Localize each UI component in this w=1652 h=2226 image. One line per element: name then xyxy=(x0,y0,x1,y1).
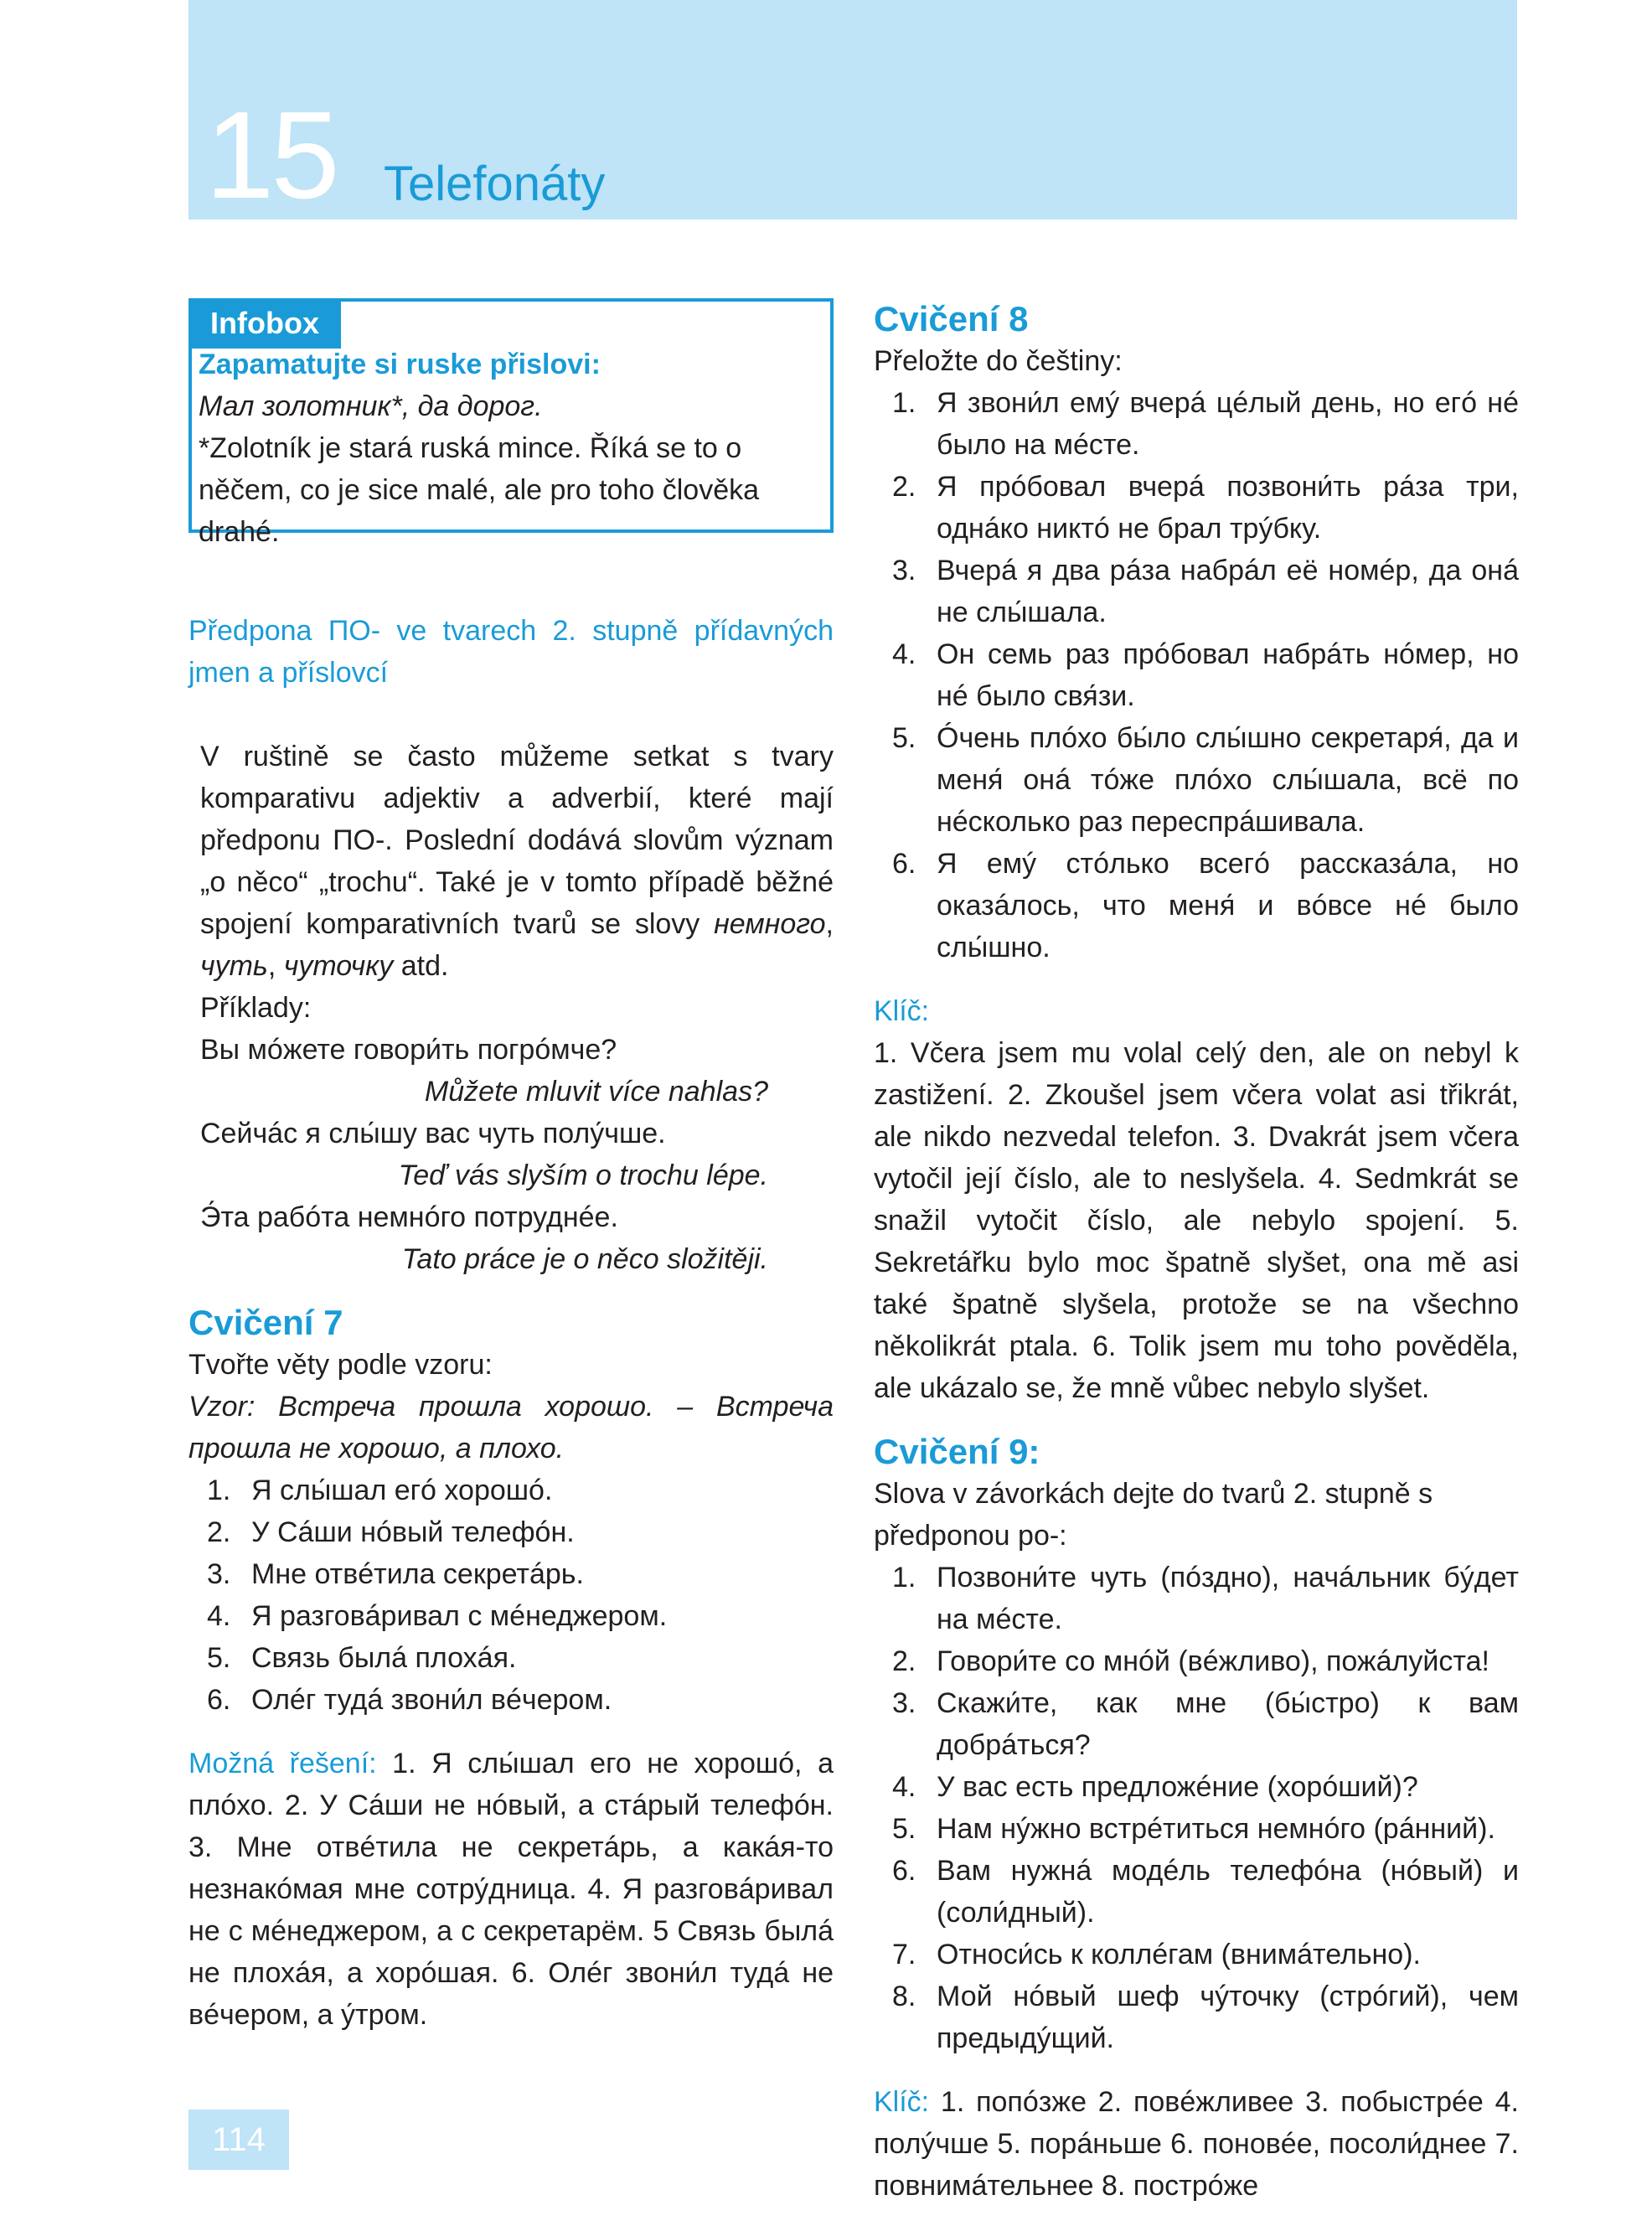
list-item xyxy=(874,1976,1519,2059)
grammar-heading: Předpona ПО- ve tvarech 2. stupně přídavných jmen a příslovcí xyxy=(188,615,834,689)
ex9-title: Cvičení 9: xyxy=(874,1432,1040,1471)
item-text: Я звони́л емý вчерá цéлый день, но егó нé было на мéсте. xyxy=(937,387,1519,461)
left-column xyxy=(188,298,834,2036)
infobox-label: Infobox xyxy=(188,298,341,349)
item-number: 2. xyxy=(207,1516,231,1548)
chapter-header-band xyxy=(188,0,1517,225)
item-text: У вас есть предложéние (хорóший)? xyxy=(937,1771,1418,1803)
item-text: Говори́те со мнóй (вéжливо), пожáлуйста! xyxy=(937,1645,1489,1677)
example-cz-1: Můžete mluvit více nahlas? xyxy=(424,1076,768,1108)
ex8-list xyxy=(874,382,1519,968)
ex7-title: Cvičení 7 xyxy=(188,1303,343,1342)
item-text: Я емý стóлько всегó рассказáла, но оказáлось, что меня́ и вóвсе нé было слы́шно. xyxy=(937,848,1519,963)
infobox-heading: Zapamatujte si ruske přislovi: xyxy=(199,349,601,380)
list-item xyxy=(874,1682,1519,1766)
ex8-instruction: Přeložte do češtiny: xyxy=(874,345,1123,377)
ex9-key-text: 1. попóзже 2. повéжливее 3. побыстрée 4. полýчше 5. порáньше 6. поновée, посоли́днее 7. повнимáтельнее 8. пострóже xyxy=(874,2086,1519,2202)
grammar-intro xyxy=(200,736,834,987)
grammar-word-sep-2: , xyxy=(267,950,284,982)
grammar-word-2: чуть xyxy=(200,950,268,982)
grammar-word-1: немного xyxy=(714,908,826,940)
item-text: Вам нужнá модéль телефóна (нóвый) и (соли́дный). xyxy=(937,1855,1519,1929)
item-text: Позвони́те чуть (пóздно), начáльник бýдет на мéсте. xyxy=(937,1562,1519,1635)
item-number: 3. xyxy=(207,1558,231,1590)
item-text: Я слы́шал егó хорошó. xyxy=(251,1475,553,1506)
ex9-key xyxy=(874,2081,1519,2207)
list-item xyxy=(874,717,1519,843)
grammar-word-sep-1: , xyxy=(825,908,834,940)
list-item xyxy=(188,1553,834,1595)
solution-text: 1. Я слы́шал его не хорошó, а плóхо. 2. У Сáши не нóвый, а стáрый телефóн. 3. Мне отвéтила не секретáрь, а какáя-то незнакóмая мне сотру́дница. 4. Я разговáривал не с мéнеджером, а с секретарём. 5 Связь былá не плохáя, а хорóшая. 6. Олéг звони́л тудá не вéчером, а у́тром. xyxy=(188,1748,834,2031)
list-item xyxy=(188,1595,834,1637)
item-number: 4. xyxy=(892,638,916,670)
item-number: 6. xyxy=(892,1855,916,1887)
item-number: 1. xyxy=(892,387,916,419)
example-ru-2: Сейчáс я слы́шу вас чуть полу́чше. xyxy=(200,1118,666,1149)
item-text: Óчень плóхо бы́ло слы́шно секретаря́, да и меня́ онá тóже плóхо слы́шала, всё по нéсколько раз переспрáшивала. xyxy=(937,722,1519,838)
chapter-title: Telefonáty xyxy=(384,157,606,211)
ex8-title: Cvičení 8 xyxy=(874,299,1029,338)
example-cz-3: Tato práce je o něco složitěji. xyxy=(401,1243,768,1275)
item-text: Мой нóвый шеф чýточку (стрóгий), чем предыдýщий. xyxy=(937,1981,1519,2054)
list-item xyxy=(188,1637,834,1679)
ex9-instruction: Slova v závorkách dejte do tvarů 2. stupně s předponou po-: xyxy=(874,1478,1433,1552)
list-item xyxy=(874,633,1519,717)
ex7-solution xyxy=(188,1743,834,2036)
examples-label: Příklady: xyxy=(200,992,312,1024)
ex8-key-text: 1. Včera jsem mu volal celý den, ale on nebyl k zastižení. 2. Zkoušel jsem včera volat asi třikrát, ale nikdo nezvedal telefon. 3. Dvakrát jsem včera vytočil její číslo, ale to neslyšela. 4. Sedmkrát se snažil vytočit číslo, ale nebylo spojení. 5. Sekretářku bylo moc špatně slyšet, ona mě asi také špatně slyšela, protože se na všechno několikrát ptala. 6. Tolik jsem mu toho pověděla, ale ukázalo se, že mně vůbec nebylo slyšet. xyxy=(874,1037,1519,1404)
item-text: Нам нýжно встрéтиться немнóго (рáнний). xyxy=(937,1813,1495,1845)
item-number: 7. xyxy=(892,1939,916,1970)
item-number: 5. xyxy=(892,722,916,754)
ex7-list xyxy=(188,1469,834,1721)
item-number: 1. xyxy=(892,1562,916,1593)
item-number: 6. xyxy=(892,848,916,880)
list-item xyxy=(874,1850,1519,1934)
item-number: 4. xyxy=(207,1600,231,1632)
item-text: Олéг тудá звони́л вéчером. xyxy=(251,1684,612,1716)
item-text: Относи́сь к коллéгам (внимáтельно). xyxy=(937,1939,1421,1970)
list-item xyxy=(188,1679,834,1721)
ex7-pattern: Vzor: Встреча прошла хорошо. – Встреча прошла не хорошо, а плохо. xyxy=(188,1391,834,1464)
item-text: У Сáши нóвый телефóн. xyxy=(251,1516,575,1548)
item-number: 8. xyxy=(892,1981,916,2012)
example-ru-3: Э́та рабóта немнóго потруднéе. xyxy=(200,1201,618,1233)
item-text: Скажи́те, как мне (бы́стро) к вам добрáться? xyxy=(937,1687,1519,1761)
example-cz-2: Teď vás slyším o trochu lépe. xyxy=(398,1159,768,1191)
list-item xyxy=(874,382,1519,466)
item-number: 5. xyxy=(207,1642,231,1674)
item-number: 4. xyxy=(892,1771,916,1803)
list-item xyxy=(188,1511,834,1553)
right-column xyxy=(874,298,1519,2207)
page-number: 114 xyxy=(188,2110,289,2170)
ex9-list xyxy=(874,1557,1519,2059)
ex7-instruction: Tvořte věty podle vzoru: xyxy=(188,1349,493,1381)
chapter-number: 15 xyxy=(205,86,337,225)
grammar-word-3: чуточку xyxy=(283,950,394,982)
grammar-intro-end: atd. xyxy=(393,950,449,982)
item-text: Он семь раз прóбовал набрáть нóмер, но нé было свя́зи. xyxy=(937,638,1519,712)
item-text: Мне отвéтила секретáрь. xyxy=(251,1558,584,1590)
grammar-body xyxy=(188,736,834,1280)
item-text: Связь былá плохáя. xyxy=(251,1642,517,1674)
list-item xyxy=(874,1934,1519,1976)
item-number: 6. xyxy=(207,1684,231,1716)
infobox-proverb: Мал золотник*, да дорог. xyxy=(199,390,543,422)
item-number: 2. xyxy=(892,1645,916,1677)
solution-label: Možná řešení: xyxy=(188,1748,377,1779)
example-ru-1: Вы мóжете говори́ть погрóмче? xyxy=(200,1034,617,1066)
item-text: Я прóбовал вчерá позвони́ть рáза три, однáко никтó не брал трýбку. xyxy=(937,471,1519,545)
item-number: 3. xyxy=(892,1687,916,1719)
item-number: 5. xyxy=(892,1813,916,1845)
infobox-note: *Zolotník je stará ruská mince. Říká se to o něčem, co je sice malé, ale pro toho člověka drahé. xyxy=(199,432,760,548)
infobox xyxy=(188,298,834,548)
item-number: 3. xyxy=(892,555,916,586)
item-number: 1. xyxy=(207,1475,231,1506)
item-text: Я разговáривал с мéнеджером. xyxy=(251,1600,668,1632)
item-text: Вчерá я два рáза набрáл её номéр, да онá не слы́шала. xyxy=(937,555,1519,628)
list-item xyxy=(874,1557,1519,1640)
list-item xyxy=(874,466,1519,550)
ex8-key-label: Klíč: xyxy=(874,995,930,1027)
grammar-intro-text: V ruštině se často můžeme setkat s tvary komparativu adjektiv a adverbií, které mají předponu ПО-. Poslední dodává slovům význam „o něco“ „trochu“. Také je v tomto případě běžné spojení komparativních tvarů se slovy xyxy=(200,741,834,940)
list-item xyxy=(874,550,1519,633)
list-item xyxy=(874,1766,1519,1808)
list-item xyxy=(188,1469,834,1511)
list-item xyxy=(874,1640,1519,1682)
ex9-key-label: Klíč: xyxy=(874,2086,930,2118)
list-item xyxy=(874,843,1519,968)
item-number: 2. xyxy=(892,471,916,503)
list-item xyxy=(874,1808,1519,1850)
